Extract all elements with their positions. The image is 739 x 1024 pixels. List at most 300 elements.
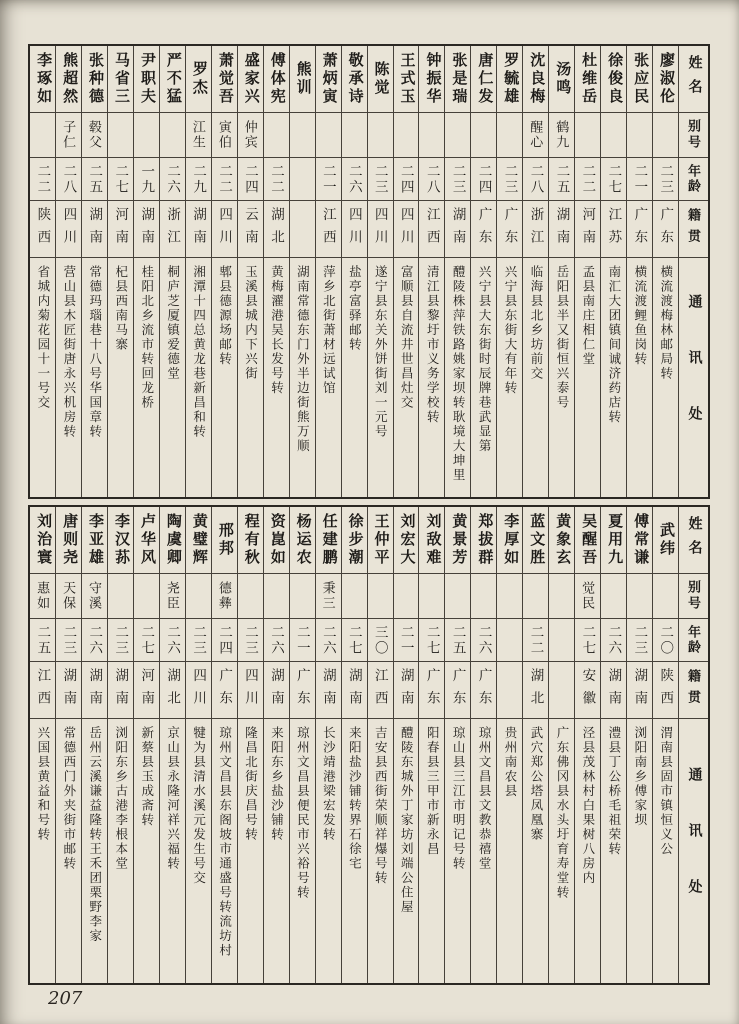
entry-age: 二五: [450, 624, 466, 656]
entry-name-cell: [108, 46, 133, 112]
entry-name-cell: [653, 46, 678, 112]
entry-name: 严不猛: [164, 52, 181, 106]
entry-name-cell: [56, 507, 81, 573]
entry-column: [315, 46, 341, 497]
entry-age: 二二: [217, 163, 233, 195]
entry-column: [341, 46, 367, 497]
entry-origin-cell: [394, 200, 419, 257]
entry-alias: 觉民: [580, 581, 596, 611]
entry-name-cell: [56, 46, 81, 112]
entry-column: [496, 507, 522, 983]
entry-column: [315, 507, 341, 983]
entry-age-cell: [238, 618, 263, 661]
entry-address-cell: [186, 718, 211, 983]
entry-address-cell: [290, 257, 315, 497]
entry-address: 横流渡鲤鱼岗转: [632, 265, 647, 367]
entry-address-cell: [290, 718, 315, 983]
entry-column: [600, 507, 626, 983]
entry-alias: 毂父: [87, 120, 103, 150]
entry-age: 二六: [165, 163, 181, 195]
entry-name: 马省三: [113, 52, 129, 106]
entry-address: 省城内菊花园十一号交: [35, 265, 50, 410]
entry-origin-cell: [394, 661, 419, 718]
entry-age: 二三: [113, 624, 129, 656]
entry-age-cell: [419, 157, 444, 200]
entry-address: 琼州文昌县便民市兴裕号转: [295, 726, 310, 900]
entry-column: [159, 46, 185, 497]
entry-age-cell: [445, 618, 470, 661]
entry-alias-cell: [627, 573, 652, 618]
entry-origin: 河南: [139, 667, 155, 713]
entry-age-cell: [575, 618, 600, 661]
entry-address: 武穴郑公塔凤凰寨: [529, 726, 543, 842]
entry-column: [393, 46, 419, 497]
entry-age: 二四: [398, 163, 414, 195]
entry-origin: 河南: [580, 206, 596, 252]
entry-column: [470, 507, 496, 983]
entry-column: [522, 46, 548, 497]
entry-column: [600, 46, 626, 497]
entry-origin: 湖南: [61, 667, 77, 713]
entry-age-cell: [264, 157, 289, 200]
entry-alias: 守溪: [87, 581, 103, 611]
entry-column: [289, 46, 315, 497]
entry-address-cell: [419, 718, 444, 983]
entry-age: 二五: [87, 163, 103, 195]
entry-age: 二六: [165, 624, 181, 656]
entry-origin: 湖南: [606, 667, 622, 713]
entry-origin: 广东: [424, 667, 440, 713]
entry-name-cell: [108, 507, 133, 573]
entry-name-cell: [419, 46, 444, 112]
entry-address-cell: [627, 257, 652, 497]
entry-column: [522, 507, 548, 983]
entry-column: [444, 46, 470, 497]
entry-address: 浏阳东乡古港李根本堂: [113, 726, 128, 871]
entry-name-cell: [523, 46, 548, 112]
entry-name-cell: [342, 46, 367, 112]
entry-age-cell: [575, 157, 600, 200]
entry-address-cell: [238, 257, 263, 497]
entry-name-cell: [212, 507, 237, 573]
entry-age-cell: [445, 157, 470, 200]
header-name-label: 姓名: [686, 55, 702, 103]
entry-alias-cell: [212, 112, 237, 157]
entry-name-cell: [316, 46, 341, 112]
entry-origin-cell: [342, 200, 367, 257]
entry-age-cell: [549, 618, 574, 661]
entry-name: 李亚雄: [87, 513, 104, 567]
entry-address-cell: [212, 718, 237, 983]
entry-name-cell: [186, 507, 211, 573]
entry-address-cell: [419, 257, 444, 497]
entry-alias-cell: [523, 573, 548, 618]
entry-address: 浏阳南乡傅家坝: [632, 726, 647, 828]
entry-age: 二一: [632, 163, 648, 195]
entry-origin-cell: [627, 661, 652, 718]
entry-age: 二六: [268, 624, 284, 656]
entry-address-cell: [342, 718, 367, 983]
entry-alias-cell: [342, 112, 367, 157]
entry-column: [367, 507, 393, 983]
header-alias-cell: [679, 112, 708, 157]
entry-alias-cell: [653, 573, 678, 618]
entry-name: 杜维岳: [580, 52, 597, 106]
entry-column: [470, 46, 496, 497]
entry-origin-cell: [575, 661, 600, 718]
entry-age: 二二: [580, 163, 596, 195]
entry-name: 熊超然: [61, 52, 78, 106]
entry-address-cell: [160, 718, 185, 983]
entry-alias-cell: [653, 112, 678, 157]
entry-address-cell: [316, 718, 341, 983]
entry-age: 二八: [424, 163, 440, 195]
entry-origin-cell: [264, 200, 289, 257]
entry-column: [393, 507, 419, 983]
entry-column: [107, 507, 133, 983]
entry-origin-cell: [368, 200, 393, 257]
entry-address-cell: [653, 718, 678, 983]
entry-name: 杨运农: [294, 513, 311, 567]
entry-alias-cell: [601, 573, 626, 618]
entry-age: 二六: [87, 624, 103, 656]
entry-address: 广东佛冈县水头圩育寿堂转: [554, 726, 569, 900]
entry-name-cell: [471, 507, 496, 573]
entry-address: 富顺县自流井世昌灶交: [399, 265, 414, 410]
entry-age-cell: [471, 618, 496, 661]
entry-alias-cell: [575, 573, 600, 618]
entry-age: 二一: [294, 624, 310, 656]
entry-name: 傅常谦: [632, 513, 649, 567]
entry-column: [133, 46, 159, 497]
entry-address-cell: [549, 257, 574, 497]
entry-address: 京山县永隆河祥兴福转: [165, 726, 180, 871]
entry-address: 桂阳北乡流市转回龙桥: [139, 265, 154, 410]
entry-age-cell: [497, 157, 522, 200]
entry-age-cell: [56, 618, 81, 661]
entry-age: 二〇: [658, 624, 674, 656]
entry-name-cell: [575, 46, 600, 112]
page-number: 207: [48, 988, 83, 1009]
entry-alias-cell: [419, 573, 444, 618]
entry-origin-cell: [108, 661, 133, 718]
entry-address: 长沙靖港梁宏发转: [321, 726, 336, 842]
entry-column: [626, 507, 652, 983]
entry-column: [30, 46, 55, 497]
entry-name: 萧炳寅: [320, 52, 337, 106]
entry-address: 遂宁县东关外饼街刘一元号: [373, 265, 388, 439]
entry-address-cell: [264, 257, 289, 497]
entry-age: 二三: [61, 624, 77, 656]
entry-name-cell: [186, 46, 211, 112]
entry-name: 刘治寰: [35, 513, 52, 567]
entry-name: 萧觉吾: [216, 52, 233, 106]
entry-column: [418, 507, 444, 983]
entry-age-cell: [30, 618, 55, 661]
entry-origin-cell: [342, 661, 367, 718]
entry-address: 盐亭富驿邮转: [347, 265, 362, 352]
entry-name-cell: [212, 46, 237, 112]
entry-origin: 湖北: [528, 667, 544, 713]
entry-age-cell: [523, 157, 548, 200]
entry-origin-cell: [627, 200, 652, 257]
entry-column: [548, 46, 574, 497]
entry-address: 澧县丁公桥毛祖荣转: [606, 726, 621, 857]
entry-origin-cell: [419, 661, 444, 718]
entry-age: 二三: [372, 163, 388, 195]
entry-address-cell: [30, 718, 55, 983]
entry-column: [263, 46, 289, 497]
entry-age: 二六: [320, 624, 336, 656]
entry-alias-cell: [82, 112, 107, 157]
entry-address: 渭南县固市镇恒义公: [658, 726, 673, 857]
entry-column: [341, 507, 367, 983]
header-column: [678, 46, 708, 497]
entry-address-cell: [342, 257, 367, 497]
entry-age-cell: [342, 157, 367, 200]
entry-address-cell: [160, 257, 185, 497]
entry-name-cell: [394, 46, 419, 112]
entry-alias-cell: [212, 573, 237, 618]
entry-address-cell: [82, 257, 107, 497]
entry-name-cell: [627, 507, 652, 573]
entry-age-cell: [108, 618, 133, 661]
entry-name-cell: [264, 46, 289, 112]
entry-age-cell: [82, 618, 107, 661]
entry-name: 敬承诗: [346, 52, 363, 106]
entry-address: 营山县木匠街唐永兴机房转: [61, 265, 76, 439]
entry-alias-cell: [134, 112, 159, 157]
entry-age-cell: [627, 157, 652, 200]
entry-column: [444, 507, 470, 983]
entry-origin-cell: [30, 661, 55, 718]
entry-origin: 湖北: [268, 206, 284, 252]
entry-address: 琼州文昌县东阁坡市通盛号转流坊村: [217, 726, 232, 958]
entry-alias-cell: [575, 112, 600, 157]
entry-name-cell: [497, 507, 522, 573]
header-alias-label: 别号: [686, 580, 701, 612]
entry-alias-cell: [316, 573, 341, 618]
entry-name-cell: [445, 507, 470, 573]
entry-origin-cell: [56, 200, 81, 257]
entry-age: 二七: [580, 624, 596, 656]
entry-address: 清江县黎圩市义务学校转: [425, 265, 440, 425]
entry-address: 泾县茂林村白果树八房内: [580, 726, 595, 886]
entry-origin-cell: [575, 200, 600, 257]
entry-address: 来阳盐沙铺转界石徐宅: [347, 726, 362, 871]
entry-name-cell: [238, 507, 263, 573]
entry-origin: 河南: [113, 206, 129, 252]
entry-column: [496, 46, 522, 497]
entry-origin: 四川: [346, 206, 362, 252]
entry-alias: 尧臣: [164, 581, 180, 611]
entry-name-cell: [601, 46, 626, 112]
entry-origin: 陕西: [35, 206, 51, 252]
entry-name: 张应民: [632, 52, 649, 106]
entry-age-cell: [368, 157, 393, 200]
entry-name: 黄象玄: [554, 513, 571, 567]
entry-age-cell: [160, 618, 185, 661]
entry-origin-cell: [549, 200, 574, 257]
entry-name-cell: [627, 46, 652, 112]
entry-column: [211, 46, 237, 497]
entry-address-cell: [471, 257, 496, 497]
entry-column: [626, 46, 652, 497]
entry-address-cell: [601, 257, 626, 497]
entry-alias-cell: [290, 112, 315, 157]
entry-age-cell: [108, 157, 133, 200]
entry-age: 二九: [191, 163, 207, 195]
entry-origin: 湖南: [87, 667, 103, 713]
entry-origin: 陕西: [658, 667, 674, 713]
entry-origin-cell: [471, 200, 496, 257]
entry-name-cell: [238, 46, 263, 112]
entry-address: 临海县北乡坊前交: [529, 265, 543, 381]
entry-alias-cell: [394, 112, 419, 157]
header-alias-cell: [679, 573, 708, 618]
entry-origin: 浙江: [528, 206, 544, 252]
entry-address: 琼州文昌县文教恭禧堂: [477, 726, 492, 871]
entry-age: 二六: [606, 624, 622, 656]
entry-origin-cell: [82, 661, 107, 718]
entry-name: 黄景芳: [450, 513, 467, 567]
entry-name-cell: [342, 507, 367, 573]
entry-alias-cell: [108, 112, 133, 157]
entry-address-cell: [134, 257, 159, 497]
entry-origin: 安徽: [580, 667, 596, 713]
entry-age: 二二: [268, 163, 284, 195]
entry-column: [574, 507, 600, 983]
entry-address: 萍乡北街萧材远试馆: [321, 265, 336, 396]
directory-table-top: [28, 44, 710, 499]
header-name-cell: [679, 507, 708, 573]
entry-alias-cell: [394, 573, 419, 618]
entry-address: 犍为县清水溪元发生号交: [191, 726, 206, 886]
entry-name-cell: [549, 507, 574, 573]
entry-alias: 江生: [190, 120, 206, 150]
entry-alias-cell: [186, 573, 211, 618]
entry-name: 刘敌难: [424, 513, 441, 567]
entry-age-cell: [419, 618, 444, 661]
entry-address-cell: [445, 257, 470, 497]
entry-alias-cell: [290, 573, 315, 618]
entry-age-cell: [653, 157, 678, 200]
header-age-cell: [679, 157, 708, 200]
entry-address-cell: [394, 257, 419, 497]
entry-age-cell: [134, 157, 159, 200]
entry-address-cell: [471, 718, 496, 983]
entry-name: 武纬: [658, 522, 675, 558]
entry-name: 张种德: [87, 52, 104, 106]
entry-origin-cell: [523, 661, 548, 718]
entry-age: 二五: [35, 624, 51, 656]
entry-column: [418, 46, 444, 497]
entry-alias-cell: [160, 112, 185, 157]
entry-origin: 湖南: [632, 667, 648, 713]
entry-column: [367, 46, 393, 497]
entry-name-cell: [523, 507, 548, 573]
entry-age-cell: [316, 157, 341, 200]
header-origin-cell: [679, 200, 708, 257]
entry-name-cell: [368, 46, 393, 112]
entry-age: 二七: [424, 624, 440, 656]
entry-column: [55, 507, 81, 983]
entry-name: 夏用九: [606, 513, 623, 567]
entry-name-cell: [134, 507, 159, 573]
entry-column: [574, 46, 600, 497]
entry-age: 三〇: [372, 624, 388, 656]
entry-origin-cell: [160, 661, 185, 718]
entry-address-cell: [368, 718, 393, 983]
entry-name-cell: [30, 507, 55, 573]
entry-name-cell: [264, 507, 289, 573]
entry-origin: 广东: [632, 206, 648, 252]
entry-address: 隆昌北街庆昌号转: [243, 726, 258, 842]
entry-name: 李厚如: [502, 513, 519, 567]
entry-alias-cell: [445, 573, 470, 618]
entry-name: 罗杰: [190, 61, 207, 97]
entry-age-cell: [601, 618, 626, 661]
entry-origin-cell: [82, 200, 107, 257]
entry-origin: 湖南: [87, 206, 103, 252]
entry-name: 郑拔群: [476, 513, 493, 567]
entry-address-cell: [497, 718, 522, 983]
entry-address: 兴国县黄益和号转: [35, 726, 50, 842]
entry-origin: 江西: [320, 206, 336, 252]
entry-age-cell: [264, 618, 289, 661]
entry-name-cell: [290, 507, 315, 573]
entry-alias-cell: [264, 573, 289, 618]
entry-address-cell: [264, 718, 289, 983]
entry-origin: 广东: [502, 206, 518, 252]
entry-alias-cell: [316, 112, 341, 157]
entry-alias-cell: [471, 112, 496, 157]
entry-origin-cell: [601, 661, 626, 718]
entry-origin-cell: [30, 200, 55, 257]
entry-age-cell: [627, 618, 652, 661]
entry-origin-cell: [445, 200, 470, 257]
entry-column: [211, 507, 237, 983]
entry-age: 二四: [243, 163, 259, 195]
entry-origin: 广东: [294, 667, 310, 713]
entry-origin-cell: [445, 661, 470, 718]
entry-column: [159, 507, 185, 983]
entry-age-cell: [56, 157, 81, 200]
entry-address: 岳州云溪谦益隆转王禾团栗野李家: [87, 726, 102, 944]
entry-origin-cell: [134, 661, 159, 718]
entry-origin: 广东: [217, 667, 233, 713]
entry-address: 琼山县三江市明记号转: [451, 726, 466, 871]
entry-name: 汤鸣: [554, 61, 571, 97]
entry-alias: 寅伯: [216, 120, 232, 150]
entry-age-cell: [238, 157, 263, 200]
entry-name-cell: [575, 507, 600, 573]
entry-alias: 秉三: [320, 581, 336, 611]
entry-name-cell: [82, 507, 107, 573]
entry-column: [185, 507, 211, 983]
entry-name-cell: [30, 46, 55, 112]
entry-origin: 湖南: [450, 206, 466, 252]
entry-origin: 广东: [476, 667, 492, 713]
entry-age-cell: [316, 618, 341, 661]
entry-name-cell: [471, 46, 496, 112]
entry-column: [652, 46, 678, 497]
entry-alias-cell: [419, 112, 444, 157]
entry-name: 沈良梅: [528, 52, 545, 106]
entry-address-cell: [56, 257, 81, 497]
entry-origin-cell: [419, 200, 444, 257]
entry-origin: 湖北: [165, 667, 181, 713]
